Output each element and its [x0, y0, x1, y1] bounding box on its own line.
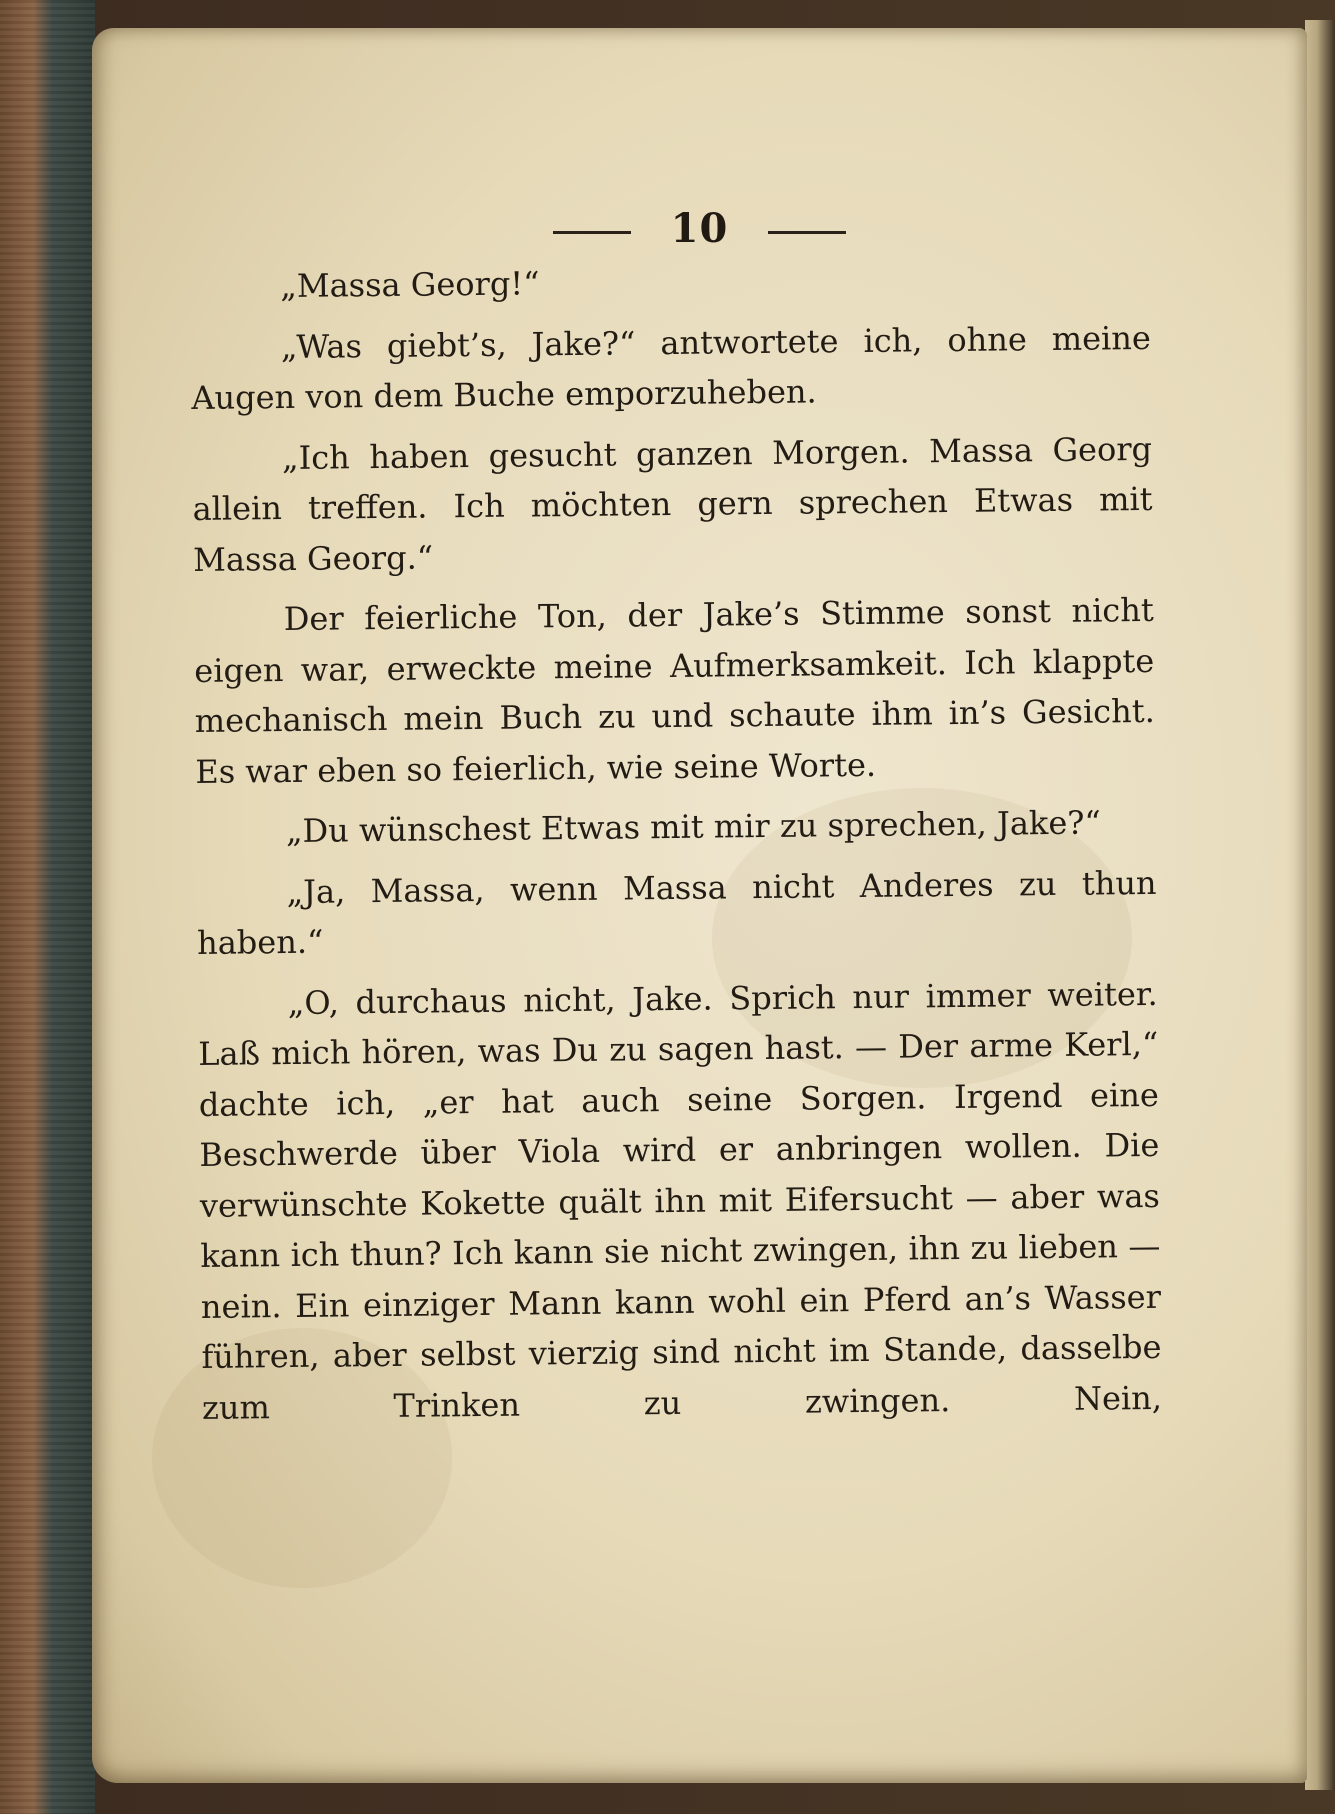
paragraph: „Massa Georg!“ [280, 264, 540, 306]
facing-page-edge [1305, 20, 1335, 1790]
page-number: 10 [670, 204, 729, 252]
paragraph: Der feierliche Ton, der Jake’s Stimme sonst nicht eigen war, erweckte meine Aufmerksamkeit. Ich klappte mechanisch mein Buch zu und schaute ihm in’s Gesicht. Es war eben so feierlich, wie seine Worte. [194, 590, 1155, 791]
paragraph: „Ja, Massa, wenn Massa nicht Anderes zu thun haben.“ [196, 863, 1157, 962]
paragraph: „O, durchaus nicht, Jake. Sprich nur immer weiter. Laß mich hören, was Du zu sagen hast. — Der arme Kerl,“ dachte ich, „er hat auch seine Sorgen. Irgend eine Beschwerde über Viola wird er anbringen wollen. Die verwünschte Kokette quält ihn mit Eifersucht — aber was kann ich thun? Ich kann sie nicht zwingen, ihn zu lieben — nein. Ein einziger Mann kann wohl ein Pferd an’s Wasser führen, aber selbst vierzig sind nicht im Stande, dasselbe zum Trinken zu zwingen. Nein, [198, 974, 1163, 1427]
paragraph: „Du wünschest Etwas mit mir zu sprechen, Jake?“ [285, 803, 1101, 851]
header-rule-right [768, 231, 846, 234]
paragraph: „Ich haben gesucht ganzen Morgen. Massa Georg allein treffen. Ich möchten gern sprechen Etwas mit Massa Georg.“ [192, 429, 1153, 579]
body-text [190, 252, 1162, 1443]
header-rule-left [553, 231, 631, 234]
page-header [92, 198, 1307, 258]
book-binding [0, 0, 95, 1814]
paragraph: „Was giebt’s, Jake?“ antwortete ich, ohne meine Augen von dem Buche emporzuheben. [191, 318, 1152, 417]
